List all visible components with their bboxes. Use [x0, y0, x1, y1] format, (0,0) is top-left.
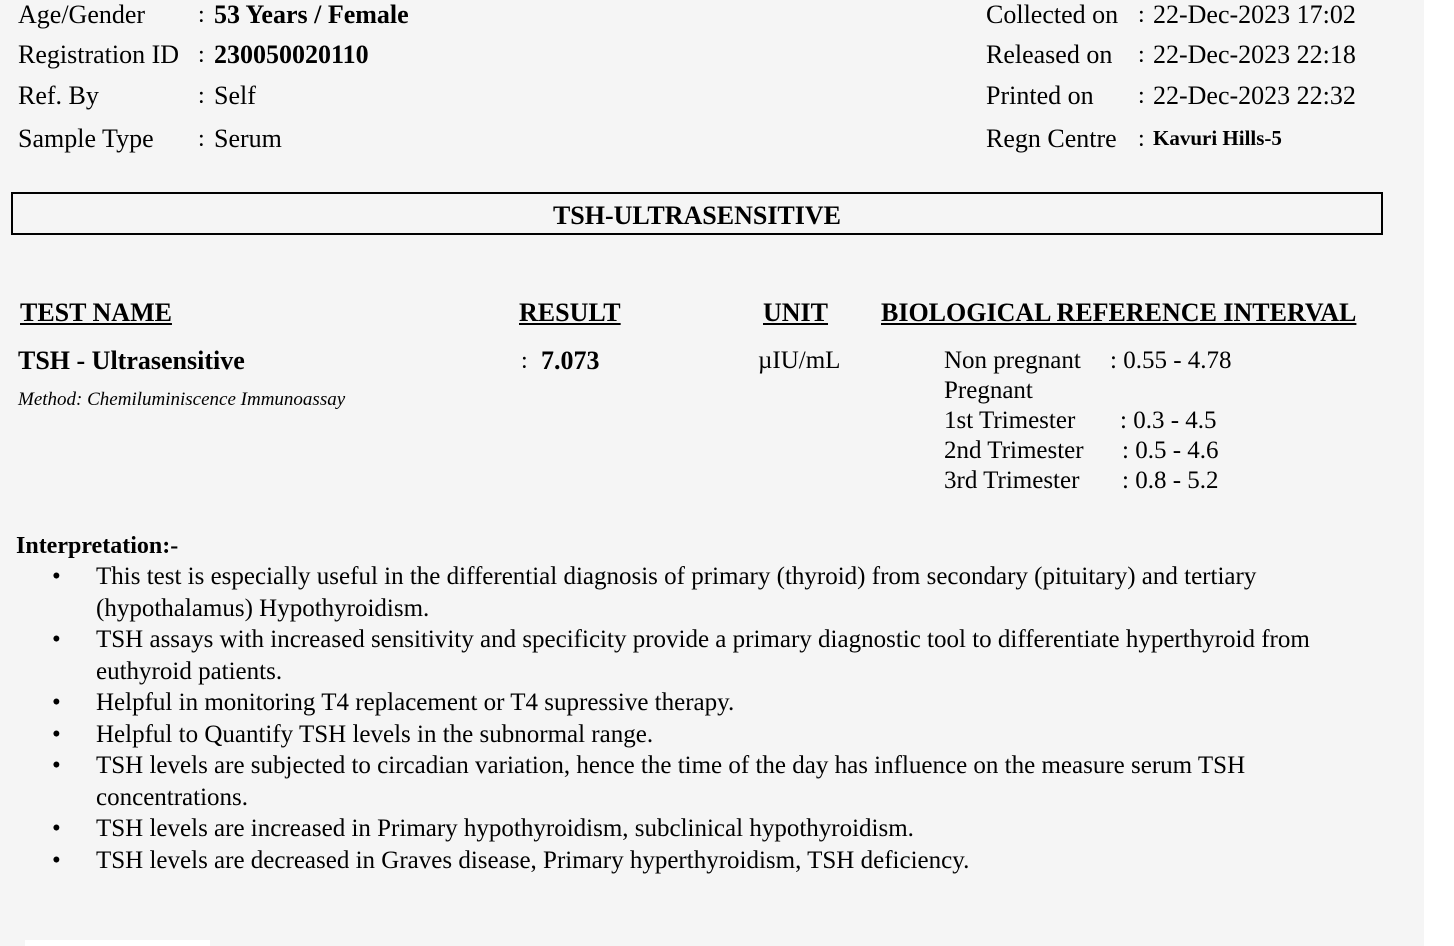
ref-label: 2nd Trimester [944, 437, 1084, 464]
ref-by-label: Ref. By [18, 81, 99, 110]
released-value: 22-Dec-2023 22:18 [1153, 40, 1356, 69]
ref-label: Pregnant [944, 377, 1033, 404]
centre-label: Regn Centre [986, 124, 1117, 153]
report-title: TSH-ULTRASENSITIVE [11, 192, 1383, 235]
list-item: • TSH assays with increased sensitivity and specificity provide a primary diagnostic tool to differentiate hyperthyroid from euthyroid patients. [52, 626, 1310, 685]
separator: : [1138, 83, 1145, 109]
ref-label: Non pregnant [944, 347, 1081, 374]
bullet-icon: • [52, 720, 61, 748]
list-item: • TSH levels are increased in Primary hypothyroidism, subclinical hypothyroidism. [48, 813, 1368, 845]
header-unit: UNIT [763, 298, 829, 327]
list-item: • This test is especially useful in the differential diagnosis of primary (thyroid) from secondary (pituitary) and tertiary (hypothalamus) Hypothyroidism. [52, 563, 1257, 622]
bullet-icon: • [52, 815, 61, 842]
test-name: TSH - Ultrasensitive [18, 346, 245, 375]
age-gender-label: Age/Gender [18, 0, 146, 29]
sample-type-value: Serum [214, 124, 282, 153]
list-item: • TSH levels are subjected to circadian variation, hence the time of the day has influence on the measure serum TSH concentrations. [52, 752, 1246, 811]
ref-label: 1st Trimester [944, 407, 1076, 434]
test-method: Method: Chemiluminiscence Immunoassay [18, 389, 346, 410]
ref-value: : 0.3 - 4.5 [1120, 407, 1217, 434]
list-item: • TSH levels are decreased in Graves disease, Primary hyperthyroidism, TSH deficiency. [48, 845, 1368, 877]
sample-type-label: Sample Type [18, 124, 154, 153]
bullet-icon: • [52, 563, 61, 590]
interpretation-title: Interpretation:- [16, 533, 179, 559]
printed-value: 22-Dec-2023 22:32 [1153, 81, 1356, 110]
separator: : [198, 42, 205, 68]
registration-value: 230050020110 [214, 40, 369, 69]
separator: : [198, 83, 205, 109]
separator: : [198, 126, 205, 152]
test-result: 7.073 [541, 346, 600, 375]
registration-label: Registration ID [18, 40, 180, 69]
list-item: • Helpful in monitoring T4 replacement or T4 supressive therapy. [48, 687, 1368, 719]
ref-by-value: Self [214, 81, 256, 110]
bullet-icon: • [52, 752, 61, 779]
bullet-icon: • [52, 689, 61, 716]
released-label: Released on [986, 40, 1113, 69]
ref-label: 3rd Trimester [944, 467, 1080, 494]
bullet-icon: • [52, 626, 61, 653]
centre-value: Kavuri Hills-5 [1153, 126, 1282, 150]
test-unit: µIU/mL [758, 347, 841, 374]
ref-value: : 0.8 - 5.2 [1122, 467, 1219, 494]
list-item: • Helpful to Quantify TSH levels in the subnormal range. [48, 719, 1368, 751]
collected-value: 22-Dec-2023 17:02 [1153, 0, 1356, 29]
footer-strip [25, 940, 210, 946]
header-test-name: TEST NAME [20, 298, 172, 327]
bullet-icon: • [52, 846, 61, 874]
printed-label: Printed on [986, 81, 1094, 110]
separator: : [1138, 2, 1145, 28]
ref-value: : 0.55 - 4.78 [1110, 347, 1232, 374]
header-reference: BIOLOGICAL REFERENCE INTERVAL [881, 298, 1357, 327]
separator: : [521, 348, 528, 374]
separator: : [1138, 42, 1145, 68]
interpretation-list [48, 561, 1368, 876]
age-gender-value: 53 Years / Female [214, 0, 409, 29]
separator: : [198, 2, 205, 28]
header-result: RESULT [519, 298, 621, 327]
collected-label: Collected on [986, 0, 1119, 29]
separator: : [1138, 126, 1145, 152]
ref-value: : 0.5 - 4.6 [1122, 437, 1219, 464]
